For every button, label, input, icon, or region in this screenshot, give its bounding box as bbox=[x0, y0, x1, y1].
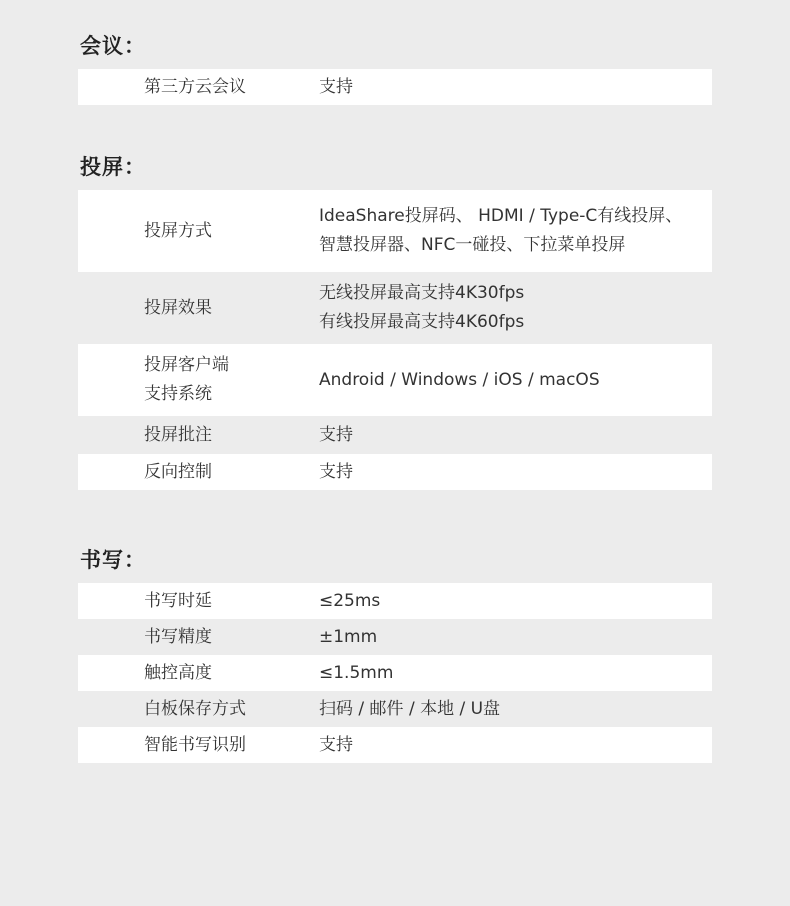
row-label: 投屏方式 bbox=[144, 220, 212, 241]
spec-table-writing bbox=[78, 583, 712, 763]
row-label: 投屏效果 bbox=[144, 297, 212, 318]
table-row bbox=[78, 69, 712, 105]
row-value: IdeaShare投屏码、 HDMI / Type-C有线投屏、 智慧投屏器、NFC一碰投、下拉菜单投屏 bbox=[319, 206, 683, 255]
table-row bbox=[78, 344, 712, 416]
row-label: 触控高度 bbox=[144, 662, 212, 683]
table-row bbox=[78, 727, 712, 763]
table-row bbox=[78, 454, 712, 490]
row-value: Android / Windows / iOS / macOS bbox=[319, 369, 600, 390]
row-value: 支持 bbox=[319, 424, 353, 445]
row-label: 第三方云会议 bbox=[144, 76, 246, 97]
row-label: 书写时延 bbox=[144, 590, 212, 611]
row-label: 书写精度 bbox=[144, 626, 212, 647]
section-title-screen-projection: 投屏： bbox=[80, 155, 146, 179]
row-value: ±1mm bbox=[319, 626, 378, 647]
table-row bbox=[78, 190, 712, 272]
spec-table-meeting bbox=[78, 69, 712, 105]
section-title-writing: 书写： bbox=[80, 548, 146, 572]
spec-table-screen-projection bbox=[78, 190, 712, 490]
row-value: 无线投屏最高支持4K30fps 有线投屏最高支持4K60fps bbox=[319, 283, 525, 332]
row-value: 扫码 / 邮件 / 本地 / U盘 bbox=[319, 698, 501, 719]
table-row bbox=[78, 691, 712, 727]
row-value: 支持 bbox=[319, 734, 353, 755]
row-value: ≤25ms bbox=[319, 590, 381, 611]
row-label: 反向控制 bbox=[144, 461, 212, 482]
table-row bbox=[78, 619, 712, 655]
row-value: 支持 bbox=[319, 461, 353, 482]
row-value: ≤1.5mm bbox=[319, 662, 394, 683]
table-row bbox=[78, 583, 712, 619]
row-label: 智能书写识别 bbox=[144, 734, 246, 755]
row-value: 支持 bbox=[319, 76, 353, 97]
section-title-meeting: 会议： bbox=[80, 34, 146, 58]
table-row bbox=[78, 416, 712, 454]
row-label: 投屏客户端 支持系统 bbox=[144, 355, 229, 404]
row-label: 投屏批注 bbox=[144, 424, 212, 445]
table-row bbox=[78, 655, 712, 691]
table-row bbox=[78, 272, 712, 344]
row-label: 白板保存方式 bbox=[144, 698, 246, 719]
